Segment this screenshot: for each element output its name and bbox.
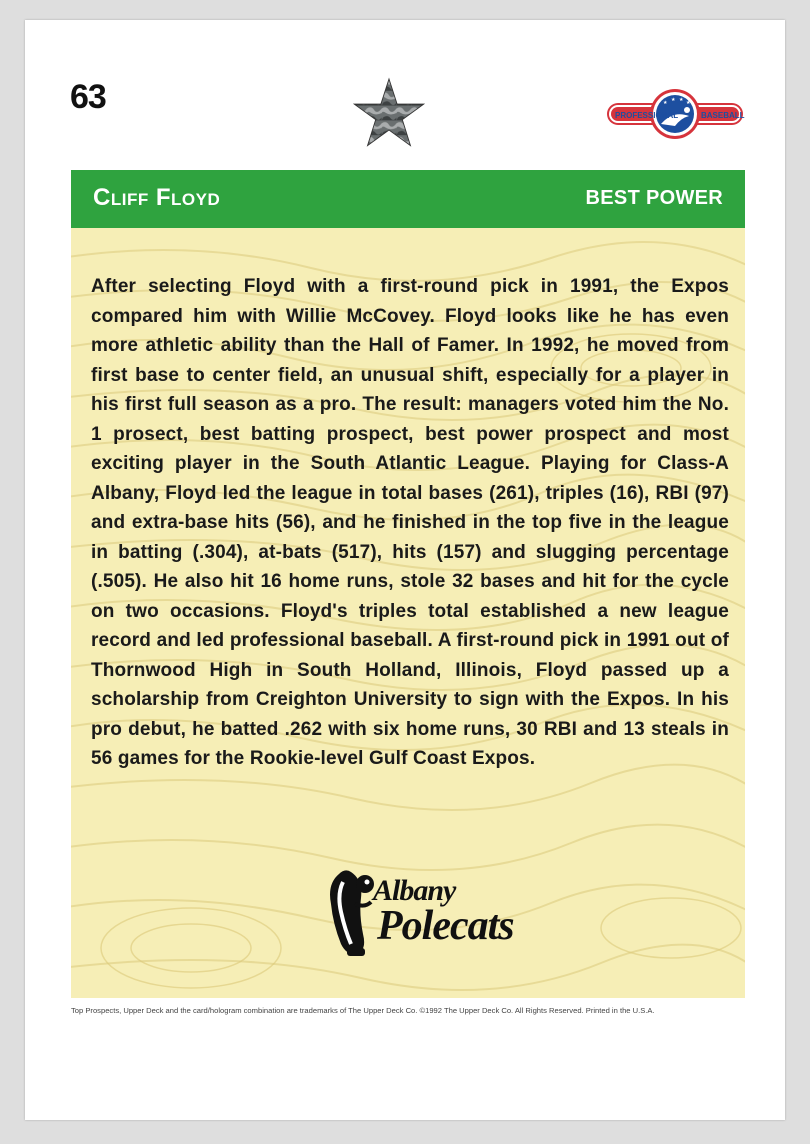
svg-text:★: ★ [671,97,676,103]
card-number: 63 [70,78,106,116]
team-name: Polecats [377,903,514,949]
professional-baseball-logo-icon [603,84,747,144]
title-banner [71,170,745,228]
trading-card-back [25,20,785,1120]
wood-grain-panel [71,228,745,998]
team-logo [321,864,541,960]
player-name: Cliff Floyd [93,184,221,211]
player-bio: After selecting Floyd with a first-round pick in 1991, the Expos compared him with Willie McCovey. Floyd looks like he has even more athletic ability than the Hall of Famer. In 1992, he moved from first base to center field, an unusual shift, especially for a player in his first full season as a pro. The result: managers voted him the No. 1 prosect, best batting prospect, best power prospect and most exciting player in the South Atlantic League. Playing for Class-A Albany, Floyd led the league in total bases (261), triples (16), RBI (97) and extra-base hits (56), and he finished in the top five in the league in batting (.304), at-bats (517), hits (157) and slugging percentage (.505). He also hit 16 home runs, stole 32 bases and hit for the cycle on two occasions. Floyd's triples total established a new league record and led professional baseball. A first-round pick in 1991 out of Thornwood High in South Holland, Illinois, Floyd passed up a scholarship from Creighton University to sign with the Expos. In his pro debut, he batted .262 with six home runs, 30 RBI and 13 steals in 56 games for the Rookie-level Gulf Coast Expos. [91,276,729,769]
polecat-mascot-icon [321,864,381,960]
award-label: BEST POWER [585,187,723,209]
hologram-star-icon [352,76,426,150]
svg-text:★: ★ [663,100,668,106]
legal-text: Top Prospects, Upper Deck and the card/hologram combination are trademarks of The Upper Deck Co. ©1992 The Upper Deck Co. All Rights Reserved. Printed in the U.S.A. [71,1006,655,1015]
svg-text:★: ★ [679,97,684,103]
svg-text:★: ★ [686,100,691,106]
league-logo-right-text: BASEBALL [701,111,745,120]
league-logo-left-text: PROFESSIONAL [615,111,679,120]
team-city: Albany [373,874,456,907]
